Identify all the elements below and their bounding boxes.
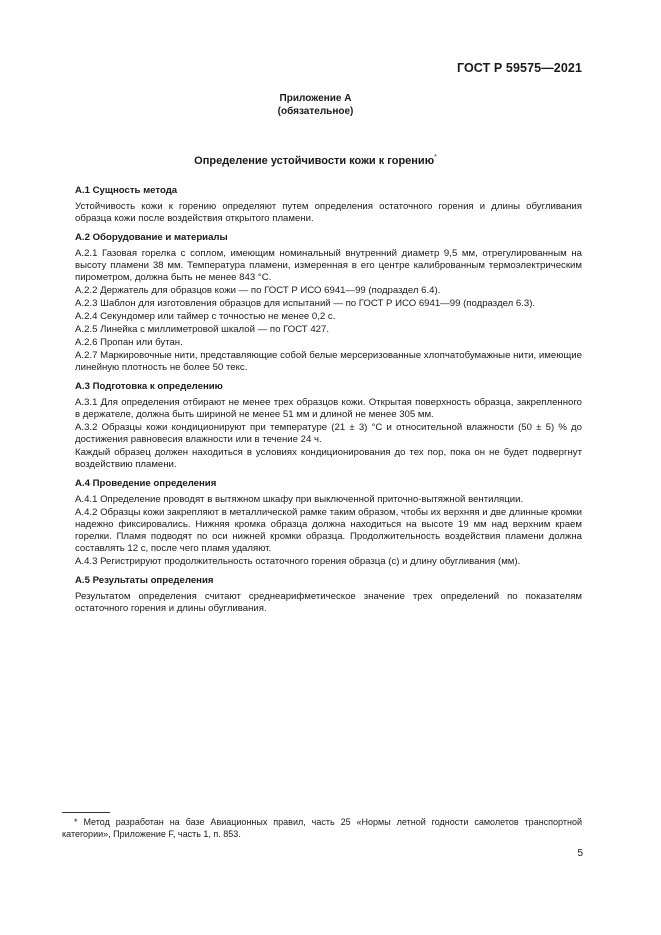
paragraph: А.3.2 Образцы кожи кондиционируют при температуре (21 ± 3) °С и относительной влажности (50 ± 5) % до достижения равновесия влажности или в течение 24 ч. [75, 422, 582, 445]
section-a5 [75, 575, 582, 615]
appendix-title: Приложение А [279, 93, 352, 104]
section-a1 [75, 185, 582, 225]
section-a2 [75, 232, 582, 374]
document-title [0, 154, 631, 167]
footnote-text: Метод разработан на базе Авиационных правил, часть 25 «Нормы летной годности самолетов транспортной категории», Приложение F, часть 1, п. 853. [62, 817, 582, 839]
footnote [62, 816, 582, 840]
section-a4 [75, 478, 582, 568]
section-heading: А.5 Результаты определения [75, 575, 214, 586]
document-code: ГОСТ Р 59575—2021 [456, 61, 582, 75]
paragraph: А.2.2 Держатель для образцов кожи — по ГОСТ Р ИСО 6941—99 (подраздел 6.4). [75, 285, 441, 296]
section-heading: А.1 Сущность метода [75, 185, 178, 196]
paragraph: А.2.4 Секундомер или таймер с точностью не менее 0,2 с. [75, 311, 336, 322]
paragraph: А.3.1 Для определения отбирают не менее трех образцов кожи. Открытая поверхность образца, закрепленного в держателе, должна быть шириной не менее 51 мм и длиной не менее 305 мм. [75, 397, 582, 420]
paragraph: Каждый образец должен находиться в условиях кондиционирования до тех пор, пока он не будет подвергнут воздействию пламени. [75, 447, 582, 470]
paragraph: А.2.6 Пропан или бутан. [75, 337, 183, 348]
document-title-text: Определение устойчивости кожи к горению [194, 155, 435, 167]
footnote-mark: * [74, 817, 78, 827]
paragraph: А.2.7 Маркировочные нити, представляющие собой белые мерсеризованные хлопчатобумажные нити, имеющие линейную плотность не более 50 текс. [75, 350, 582, 373]
appendix-status: (обязательное) [277, 106, 354, 117]
document-body [75, 185, 582, 622]
paragraph: А.4.1 Определение проводят в вытяжном шкафу при выключенной приточно-вытяжной вентиляции. [75, 494, 524, 505]
paragraph: А.2.1 Газовая горелка с соплом, имеющим номинальный внутренний диаметр 9,5 мм, отрегулированным на высоту пламени 38 мм. Температура пламени, измеренная в его центре калиброванным термоэлектрическим пирометром, должна быть не менее 843 °С. [75, 248, 582, 283]
paragraph: Результатом определения считают среднеарифметическое значение трех определений по показателям остаточного горения и длины обугливания. [75, 591, 582, 614]
title-footnote-mark: * [434, 154, 437, 161]
paragraph: А.2.3 Шаблон для изготовления образцов для испытаний — по ГОСТ Р ИСО 6941—99 (подраздел 6.3). [75, 298, 536, 309]
footnote-divider [62, 812, 110, 813]
section-a3 [75, 381, 582, 471]
paragraph: А.2.5 Линейка с миллиметровой шкалой — по ГОСТ 427. [75, 324, 330, 335]
section-heading: А.2 Оборудование и материалы [75, 232, 228, 243]
appendix-heading [0, 92, 631, 118]
paragraph: Устойчивость кожи к горению определяют путем определения остаточного горения и длины обугливания образца кожи после воздействия открытого пламени. [75, 201, 582, 224]
section-heading: А.3 Подготовка к определению [75, 381, 223, 392]
paragraph: А.4.2 Образцы кожи закрепляют в металлической рамке таким образом, чтобы их верхняя и две длинные кромки надежно фиксировались. Нижняя кромка образца должна находиться на высоте 19 мм над верхним краем горелки. Пламя подводят по оси нижней кромки образца. Продолжительность воздействия пламени должна составлять 12 с, после чего пламя удаляют. [75, 507, 582, 554]
section-heading: А.4 Проведение определения [75, 478, 217, 489]
paragraph: А.4.3 Регистрируют продолжительность остаточного горения образца (с) и длину обугливания (мм). [75, 556, 521, 567]
page-number: 5 [577, 848, 583, 859]
